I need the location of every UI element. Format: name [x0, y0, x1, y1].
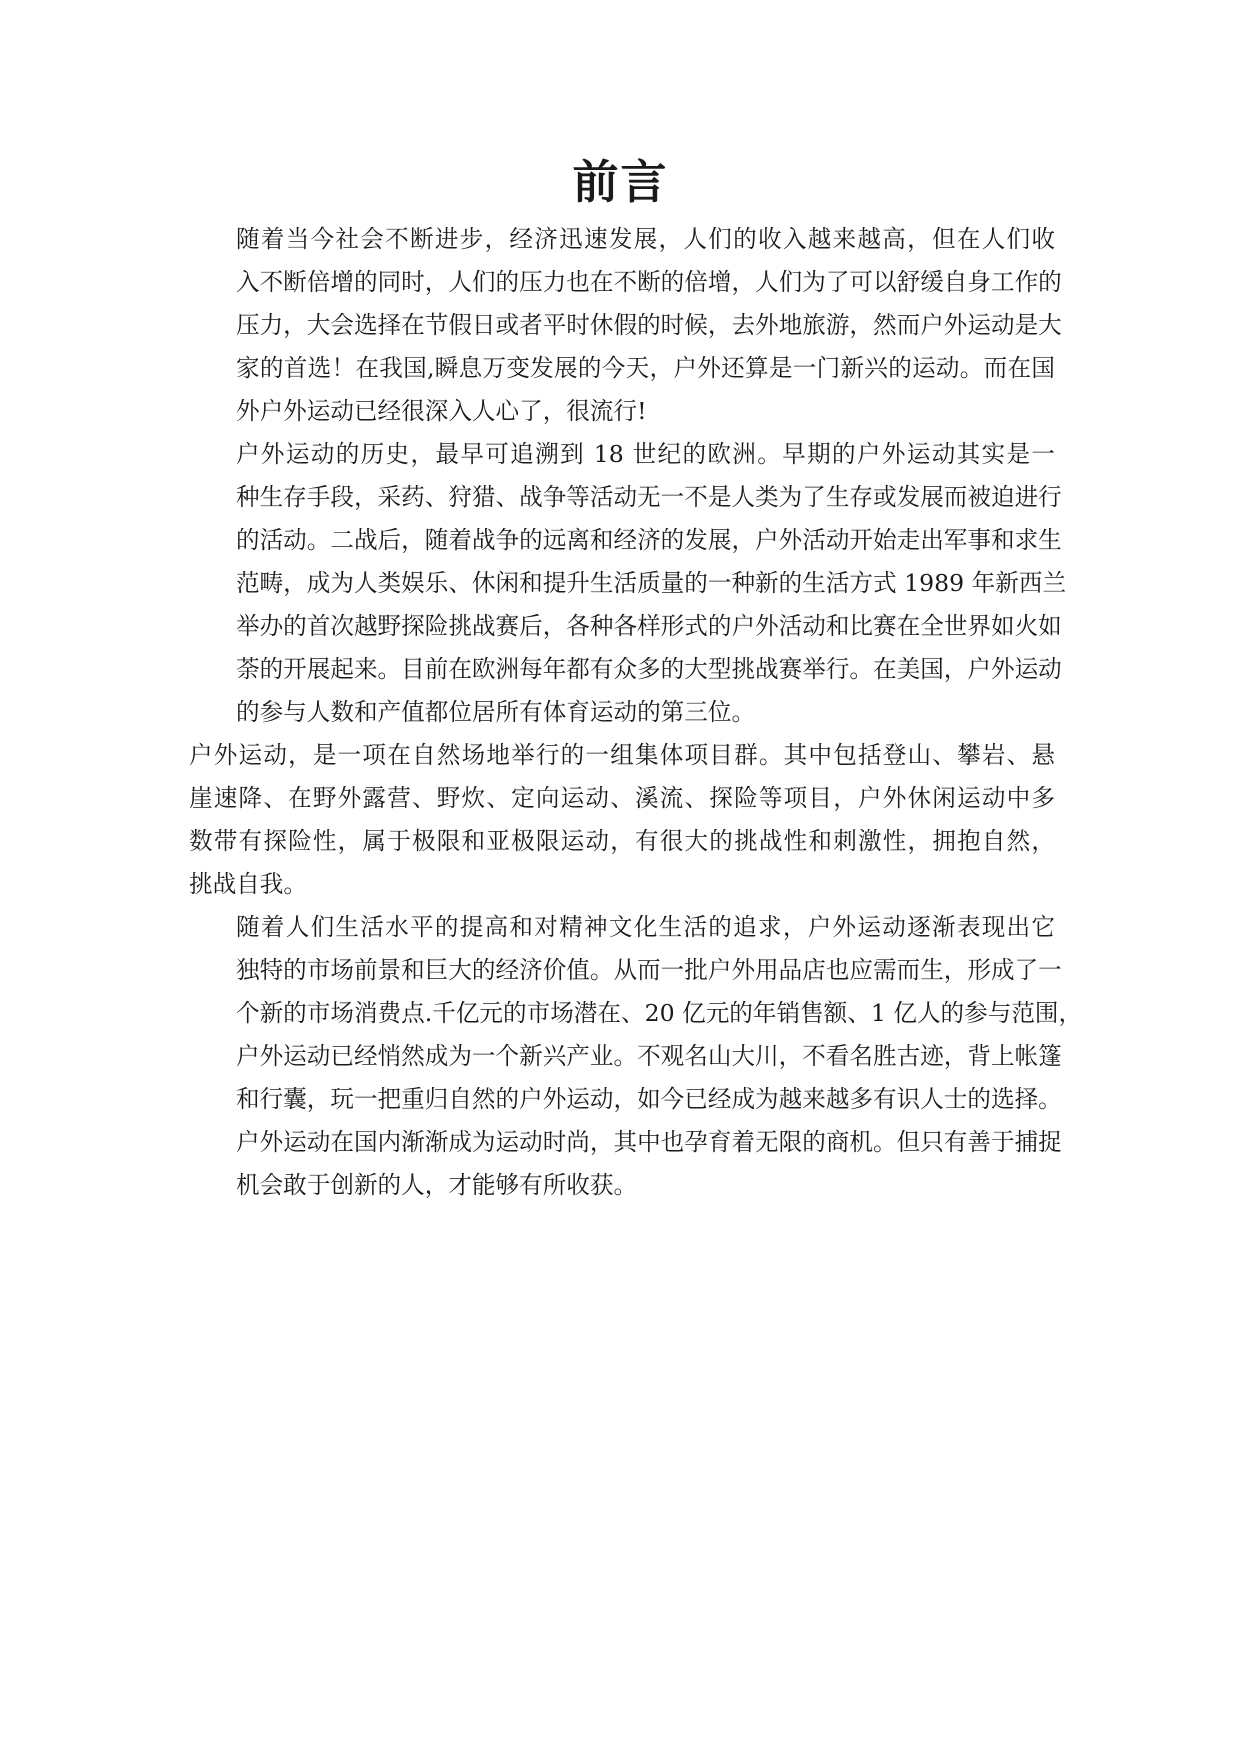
preface-body: [189, 218, 1083, 1207]
text-line: 范畴，成为人类娱乐、休闲和提升生活质量的一种新的生活方式 1989 年新西兰: [236, 569, 1067, 597]
text-line: 机会敢于创新的人，才能够有所收获。: [236, 1171, 638, 1199]
text-line: 个新的市场消费点.千亿元的市场潜在、20 亿元的年销售额、1 亿人的参与范围，: [236, 999, 1083, 1027]
text-line: 的参与人数和产值都位居所有体育运动的第三位。: [236, 698, 756, 726]
text-line: 随着当今社会不断进步，经济迅速发展，人们的收入越来越高，但在人们收: [236, 225, 1055, 253]
text-line: 家的首选！在我国,瞬息万变发展的今天，户外还算是一门新兴的运动。而在国: [236, 354, 1055, 382]
text-line: 户外运动，是一项在自然场地举行的一组集体项目群。其中包括登山、攀岩、悬: [189, 741, 1055, 769]
text-line: 压力，大会选择在节假日或者平时休假的时候，去外地旅游，然而户外运动是大: [236, 311, 1062, 339]
text-line: 崖速降、在野外露营、野炊、定向运动、溪流、探险等项目，户外休闲运动中多: [189, 784, 1055, 812]
text-line: 举办的首次越野探险挑战赛后，各种各样形式的户外活动和比赛在全世界如火如: [236, 612, 1062, 640]
text-line: 独特的市场前景和巨大的经济价值。从而一批户外用品店也应需而生，形成了一: [236, 956, 1062, 984]
text-line: 和行囊，玩一把重归自然的户外运动，如今已经成为越来越多有识人士的选择。: [236, 1085, 1062, 1113]
text-line: 户外运动已经悄然成为一个新兴产业。不观名山大川，不看名胜古迹，背上帐篷: [236, 1042, 1062, 1070]
text-line: 户外运动的历史，最早可追溯到 18 世纪的欧洲。早期的户外运动其实是一: [236, 440, 1055, 468]
text-line: 挑战自我。: [189, 870, 307, 898]
text-line: 荼的开展起来。目前在欧洲每年都有众多的大型挑战赛举行。在美国，户外运动: [236, 655, 1062, 683]
text-line: 种生存手段，采药、狩猎、战争等活动无一不是人类为了生存或发展而被迫进行: [236, 483, 1062, 511]
text-line: 外户外运动已经很深入人心了，很流行!: [236, 397, 647, 425]
text-line: 的活动。二战后，随着战争的远离和经济的发展，户外活动开始走出军事和求生: [236, 526, 1062, 554]
paragraph-history-intro: [189, 218, 1062, 433]
paragraph-market: [189, 906, 1083, 1207]
text-line: 入不断倍增的同时，人们的压力也在不断的倍增，人们为了可以舒缓自身工作的: [236, 268, 1062, 296]
text-line: 随着人们生活水平的提高和对精神文化生活的追求，户外运动逐渐表现出它: [236, 913, 1055, 941]
paragraph-history: [189, 433, 1067, 734]
paragraph-definition: [189, 734, 1055, 906]
page-title: 前言: [572, 155, 669, 209]
text-line: 数带有探险性，属于极限和亚极限运动，有很大的挑战性和刺激性，拥抱自然，: [189, 827, 1055, 855]
text-line: 户外运动在国内渐渐成为运动时尚，其中也孕育着无限的商机。但只有善于捕捉: [236, 1128, 1062, 1156]
